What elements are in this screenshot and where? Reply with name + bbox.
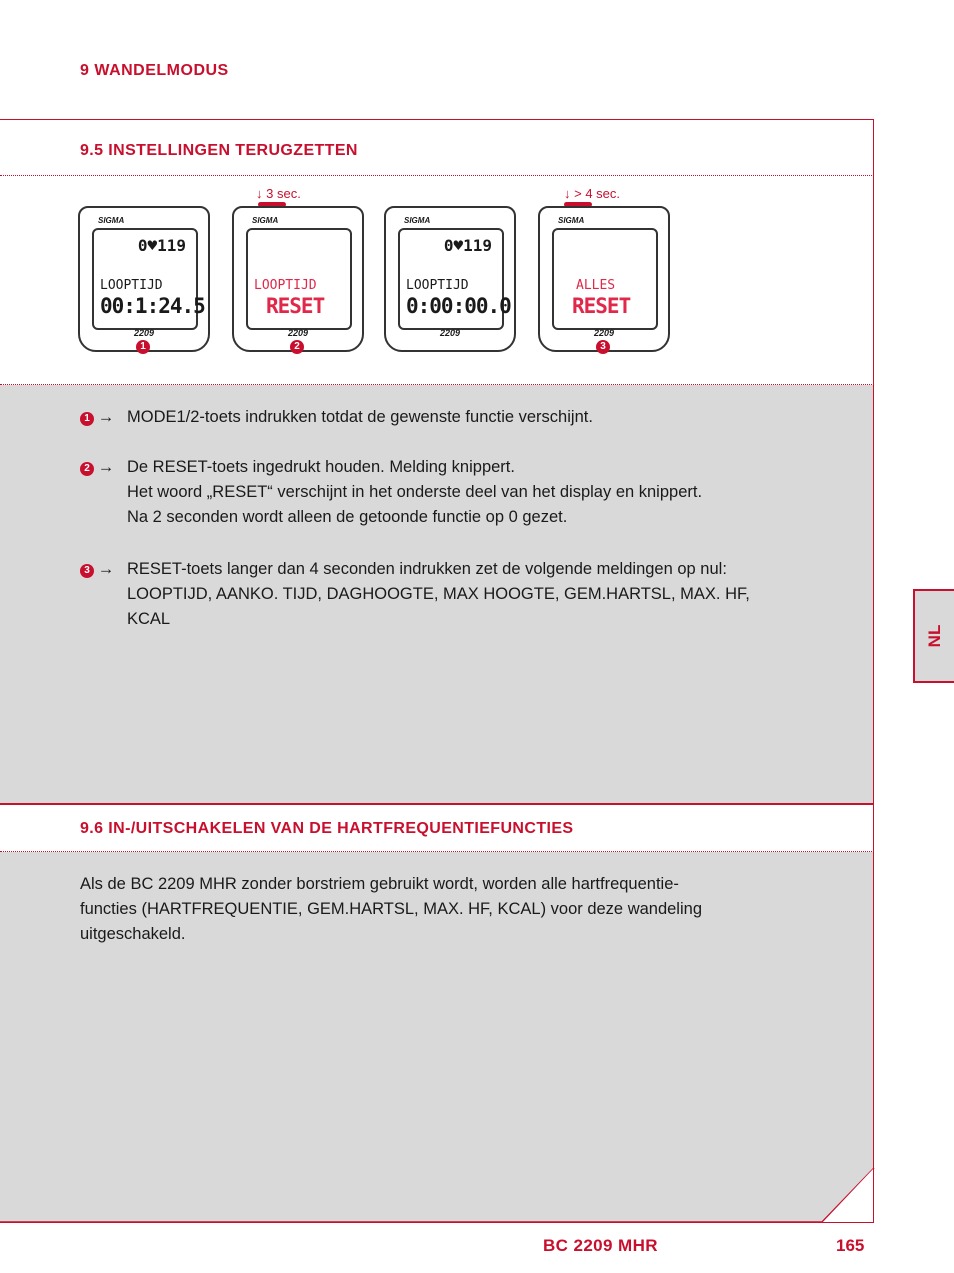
- step-line: Na 2 seconden wordt alleen de getoonde functie op 0 gezet.: [127, 508, 568, 526]
- paragraph-line: uitgeschakeld.: [80, 925, 186, 943]
- page-number: 165: [836, 1236, 865, 1255]
- step-text: [127, 405, 827, 430]
- arrow-right-icon: →: [97, 408, 115, 426]
- model-label: 2209: [134, 328, 155, 338]
- paragraph-line: functies (HARTFREQUENTIE, GEM.HARTSL, MAX. HF, KCAL) voor deze wandeling: [80, 900, 702, 918]
- device-display: [552, 228, 658, 330]
- step-number-badge: 2: [290, 340, 304, 354]
- press-duration-label: ↓ > 4 sec.: [564, 186, 621, 201]
- divider: [0, 851, 874, 852]
- display-line-1: 0♥119: [137, 236, 186, 255]
- heartrate-paragraph: [80, 872, 780, 947]
- display-line-2: ALLES: [576, 278, 616, 293]
- model-label: 2209: [440, 328, 461, 338]
- display-line-3: 00:1:24.5: [100, 294, 205, 318]
- step-text: [127, 455, 827, 530]
- device-4: [538, 186, 670, 352]
- step-line: RESET-toets langer dan 4 seconden indrukken zet de volgende meldingen op nul:: [127, 560, 727, 578]
- step-number-badge: 3: [596, 340, 610, 354]
- section-title-reset: 9.5 INSTELLINGEN TERUGZETTEN: [80, 142, 358, 159]
- language-tab-label: NL: [924, 624, 944, 648]
- display-line-3: 0:00:00.0: [406, 294, 511, 318]
- step-bullet: 1: [80, 412, 94, 426]
- device-1: [78, 206, 210, 352]
- device-illustrations: [78, 176, 678, 356]
- device-display: [398, 228, 511, 330]
- brand-logo: SIGMA: [558, 216, 585, 225]
- display-line-3: RESET: [572, 294, 631, 318]
- press-duration-label: ↓ 3 sec.: [256, 186, 301, 201]
- brand-logo: SIGMA: [98, 216, 125, 225]
- display-line-2: LOOPTIJD: [100, 278, 163, 293]
- display-line-3: RESET: [266, 294, 325, 318]
- step-bullet: 2: [80, 462, 94, 476]
- step-3: [80, 557, 750, 628]
- step-line: MODE1/2-toets indrukken totdat de gewenste functie verschijnt.: [127, 408, 593, 426]
- brand-logo: SIGMA: [252, 216, 279, 225]
- step-line: LOOPTIJD, AANKO. TIJD, DAGHOOGTE, MAX HOOGTE, GEM.HARTSL, MAX. HF,: [127, 585, 750, 603]
- brand-logo: SIGMA: [404, 216, 431, 225]
- display-line-2: LOOPTIJD: [254, 278, 317, 293]
- footer-title: BC 2209 MHR: [543, 1236, 658, 1255]
- step-1: [80, 405, 593, 430]
- press-label-text: > 4 sec.: [574, 186, 621, 201]
- step-bullet: 3: [80, 564, 94, 578]
- press-label-text: 3 sec.: [266, 186, 301, 201]
- display-line-1: 0♥119: [443, 236, 492, 255]
- device-display: [92, 228, 205, 330]
- divider: [0, 384, 874, 385]
- device-2: [232, 186, 364, 352]
- device-3: [384, 206, 516, 352]
- step-line: KCAL: [127, 610, 171, 628]
- section-title-heartrate: 9.6 IN-/UITSCHAKELEN VAN DE HARTFREQUENTIEFUNCTIES: [80, 820, 574, 837]
- paragraph-line: Als de BC 2209 MHR zonder borstriem gebruikt wordt, worden alle hartfrequentie-: [80, 875, 679, 893]
- device-display: [246, 228, 352, 330]
- display-line-2: LOOPTIJD: [406, 278, 469, 293]
- arrow-right-icon: →: [97, 560, 115, 578]
- step-text: [127, 557, 827, 632]
- step-2: [80, 455, 703, 526]
- model-label: 2209: [288, 328, 309, 338]
- chapter-title: 9 WANDELMODUS: [80, 62, 229, 79]
- step-line: De RESET-toets ingedrukt houden. Melding knippert.: [127, 458, 515, 476]
- step-line: Het woord „RESET“ verschijnt in het onderste deel van het display en knippert.: [127, 483, 703, 501]
- language-tab: [913, 589, 954, 683]
- arrow-right-icon: →: [97, 458, 115, 476]
- model-label: 2209: [594, 328, 615, 338]
- step-number-badge: 1: [136, 340, 150, 354]
- section-divider: [0, 803, 874, 805]
